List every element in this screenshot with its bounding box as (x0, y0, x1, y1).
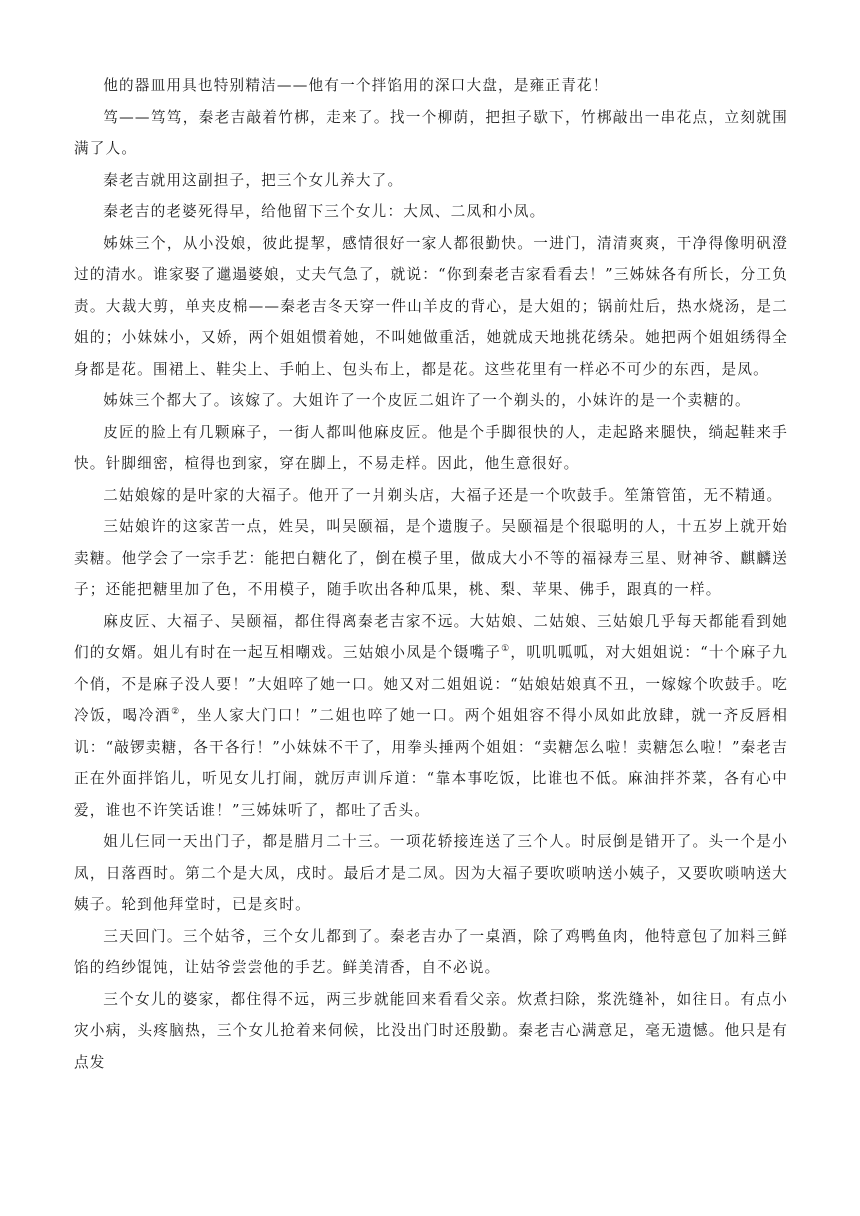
article-body (74, 70, 788, 1078)
paragraph-5: 姊妹三个，从小没娘，彼此提挈，感情很好一家人都很勤快。一进门，清清爽爽，干净得像明矾澄过的清水。谁家娶了邋遢婆娘，丈夫气急了，就说：“你到秦老吉家看看去！”三姊妹各有所长，分工负责。大裁大剪，单夹皮棉——秦老吉冬天穿一件山羊皮的背心，是大姐的；锅前灶后，热水烧汤，是二姐的；小妹妹小，又娇，两个姐姐惯着她，不叫她做重活，她就成天地挑花绣朵。她把两个姐姐绣得全身都是花。围裙上、鞋尖上、手帕上、包头布上，都是花。这些花里有一样必不可少的东西，是凤。 (74, 234, 788, 378)
footnote-marker-2: ② (171, 707, 181, 718)
paragraph-3: 秦老吉就用这副担子，把三个女儿养大了。 (103, 171, 404, 189)
paragraph-1: 他的器皿用具也特别精洁——他有一个拌馅用的深口大盘，是雍正青花！ (103, 77, 609, 94)
paragraph-9: 三姑娘许的这家苦一点，姓吴，叫吴颐福，是个遗腹子。吴颐福是个很聪明的人，十五岁上就开始卖糖。他学会了一宗手艺：能把白糖化了，倒在模子里，做成大小不等的福禄寿三星、财神爷、麒麟送子；还能把糖里加了色，不用模子，随手吹出各种瓜果，桃、梨、苹果、佛手，跟真的一样。 (74, 518, 788, 598)
paragraph-7: 皮匠的脸上有几颗麻子，一街人都叫他麻皮匠。他是个手脚很快的人，走起路来腿快，绱起鞋来手快。针脚细密，楦得也到家，穿在脚上，不易走样。因此，他生意很好。 (74, 423, 788, 472)
paragraph-12: 三天回门。三个姑爷，三个女儿都到了。秦老吉办了一桌酒，除了鸡鸭鱼肉，他特意包了加料三鲜馅的绉纱馄饨，让姑爷尝尝他的手艺。鲜美清香，自不必说。 (74, 927, 788, 976)
paragraph-4: 秦老吉的老婆死得早，给他留下三个女儿：大凤、二凤和小凤。 (103, 203, 546, 220)
paragraph-8: 二姑娘嫁的是叶家的大福子。他开了一爿剃头店，大福子还是一个吹鼓手。笙箫管笛，无不精通。 (103, 486, 783, 504)
paragraph-6: 姊妹三个都大了。该嫁了。大姐许了一个皮匠二姐许了一个剃头的，小妹许的是一个卖糖的。 (103, 392, 751, 409)
paragraph-10-part-a: 麻皮匠、大福子、吴颐福，都住得离秦老吉家不远。大姑娘、二姑娘、三姑娘几乎每天都能看到她们的女婿。姐儿有时在一起互相嘲戏。三姑娘小凤是个镊嘴子 (74, 612, 788, 661)
paragraph-10-part-c: ，坐人家大门口！”二姐也啐了她一口。两个姐姐容不得小凤如此放肆，就一齐反唇相讥：“敲锣卖糖，各干各行！”小妹妹不干了，用拳头捶两个姐姐：“卖糖怎么啦！卖糖怎么啦！”秦老吉正在外面拌馅儿，听见女儿打闹，就厉声训斥道：“靠本事吃饭，比谁也不低。麻油拌芥菜，各有心中爱，谁也不许笑话谁！”三姊妹听了，都吐了舌头。 (74, 707, 788, 819)
paragraph-10 (74, 606, 788, 827)
paragraph-11: 姐儿仨同一天出门子，都是腊月二十三。一项花轿接连送了三个人。时辰倒是错开了。头一个是小凤，日落酉时。第二个是大凤，戌时。最后才是二凤。因为大福子要吹唢呐送小姨子，又要吹唢呐送大姨子。轮到他拜堂时，已是亥时。 (74, 833, 788, 913)
paragraph-13: 三个女儿的婆家，都住得不远，两三步就能回来看看父亲。炊煮扫除，浆洗缝补，如往日。有点小灾小病，头疼脑热，三个女儿抢着来伺候，比没出门时还殷勤。秦老吉心满意足，毫无遗憾。他只是有点发 (74, 990, 788, 1071)
paragraph-2: 笃——笃笃，秦老吉敲着竹梆，走来了。找一个柳荫，把担子歇下，竹梆敲出一串花点，立刻就围满了人。 (74, 108, 788, 157)
footnote-marker-1: ① (501, 644, 511, 655)
paragraph-10-part-b: ，叽叽呱呱，对大姐姐说：“十个麻子九个俏，不是麻子没人要！”大姐啐了她一口。她又对二姐姐说：“姑娘姑娘真不丑，一嫁嫁个吹鼓手。吃冷饭，喝冷酒 (74, 644, 788, 724)
